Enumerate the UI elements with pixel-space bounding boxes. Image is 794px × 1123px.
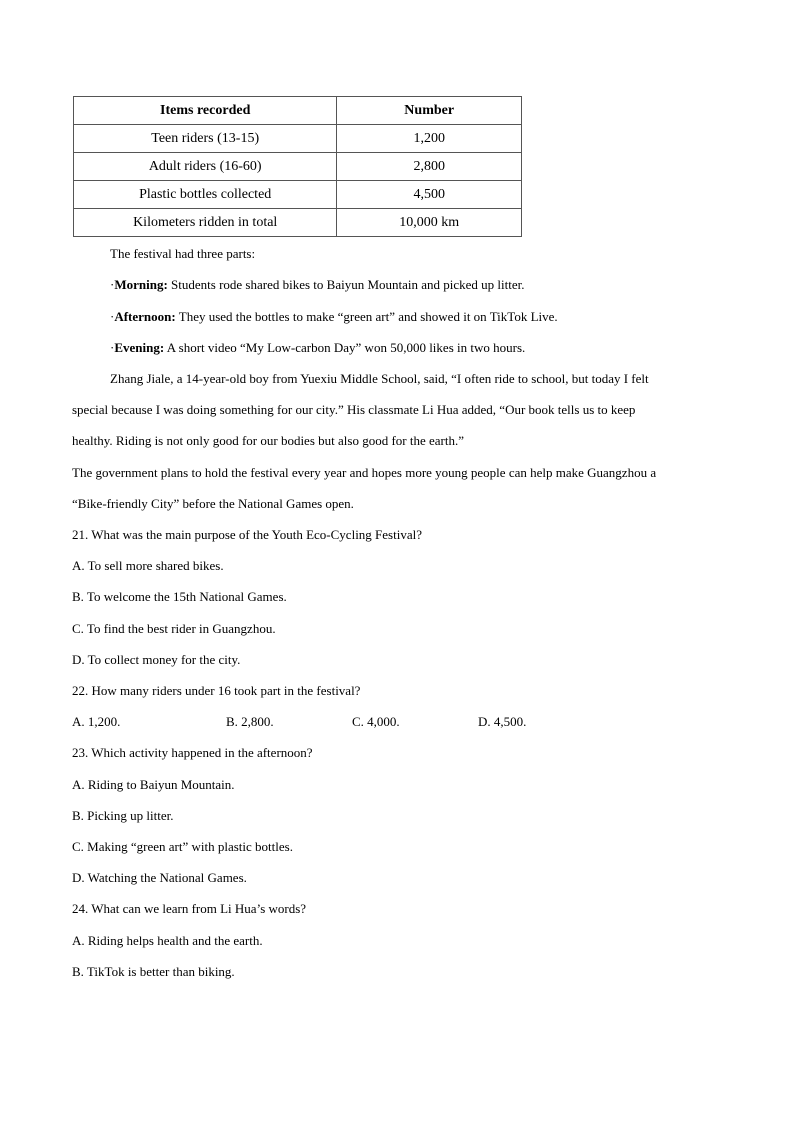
table-cell: 4,500 <box>337 181 522 209</box>
part-label: Afternoon: <box>114 309 176 324</box>
table-row <box>74 209 522 237</box>
part-label: Evening: <box>114 340 165 355</box>
option: A. Riding helps health and the earth. <box>72 933 263 948</box>
part-label: Morning: <box>114 277 168 292</box>
table-header-cell: Number <box>337 97 522 125</box>
option: C. To find the best rider in Guangzhou. <box>72 621 276 636</box>
table-cell: Kilometers ridden in total <box>74 209 337 237</box>
option: A. 1,200. <box>72 714 121 729</box>
table-row <box>74 125 522 153</box>
part-text: A short video “My Low-carbon Day” won 50,000 likes in two hours. <box>164 340 526 355</box>
bullet: · <box>110 277 115 292</box>
table-header-row <box>74 97 522 125</box>
question-23 <box>72 744 313 762</box>
question-number: 24. <box>72 901 89 916</box>
question-22 <box>72 682 360 700</box>
question-number: 23. <box>72 745 89 760</box>
table-cell: 1,200 <box>337 125 522 153</box>
paragraph1-line: healthy. Riding is not only good for our bodies but also good for the earth.” <box>72 433 464 448</box>
option: A. Riding to Baiyun Mountain. <box>72 777 235 792</box>
table-row <box>74 153 522 181</box>
bullet: · <box>110 309 115 324</box>
question-number: 22. <box>72 683 89 698</box>
table-row <box>74 181 522 209</box>
part-morning <box>110 276 525 294</box>
table-cell: Teen riders (13-15) <box>74 125 337 153</box>
records-table <box>73 96 522 237</box>
paragraph2-line: “Bike-friendly City” before the National Games open. <box>72 496 354 511</box>
option: C. Making “green art” with plastic bottles. <box>72 839 293 854</box>
table-cell: 10,000 km <box>337 209 522 237</box>
paragraph1-line: special because I was doing something for our city.” His classmate Li Hua added, “Our book tells us to keep <box>72 402 636 417</box>
paragraph1-line: Zhang Jiale, a 14-year-old boy from Yuexiu Middle School, said, “I often ride to school, but today I felt <box>110 371 649 386</box>
option: D. To collect money for the city. <box>72 652 241 667</box>
question-text: Which activity happened in the afternoon? <box>88 745 313 760</box>
table-cell: Plastic bottles collected <box>74 181 337 209</box>
part-evening <box>110 339 525 357</box>
paragraph2-line: The government plans to hold the festival every year and hopes more young people can help make Guangzhou a <box>72 465 657 480</box>
question-text: What can we learn from Li Hua’s words? <box>88 901 307 916</box>
question-text: What was the main purpose of the Youth Eco-Cycling Festival? <box>88 527 422 542</box>
parts-intro: The festival had three parts: <box>110 246 256 261</box>
table-cell: 2,800 <box>337 153 522 181</box>
question-number: 21. <box>72 527 89 542</box>
option: B. 2,800. <box>226 714 274 729</box>
part-text: They used the bottles to make “green art” and showed it on TikTok Live. <box>175 309 558 324</box>
table-header-cell: Items recorded <box>74 97 337 125</box>
part-afternoon <box>110 308 558 326</box>
question-text: How many riders under 16 took part in the festival? <box>88 683 361 698</box>
part-text: Students rode shared bikes to Baiyun Mountain and picked up litter. <box>167 277 525 292</box>
option: B. TikTok is better than biking. <box>72 964 235 979</box>
option: B. To welcome the 15th National Games. <box>72 589 287 604</box>
table-cell: Adult riders (16-60) <box>74 153 337 181</box>
question-21 <box>72 526 422 544</box>
bullet: · <box>110 340 115 355</box>
option: B. Picking up litter. <box>72 808 174 823</box>
question-24 <box>72 900 306 918</box>
option: D. 4,500. <box>478 714 527 729</box>
option: C. 4,000. <box>352 714 400 729</box>
option: A. To sell more shared bikes. <box>72 558 224 573</box>
option: D. Watching the National Games. <box>72 870 247 885</box>
